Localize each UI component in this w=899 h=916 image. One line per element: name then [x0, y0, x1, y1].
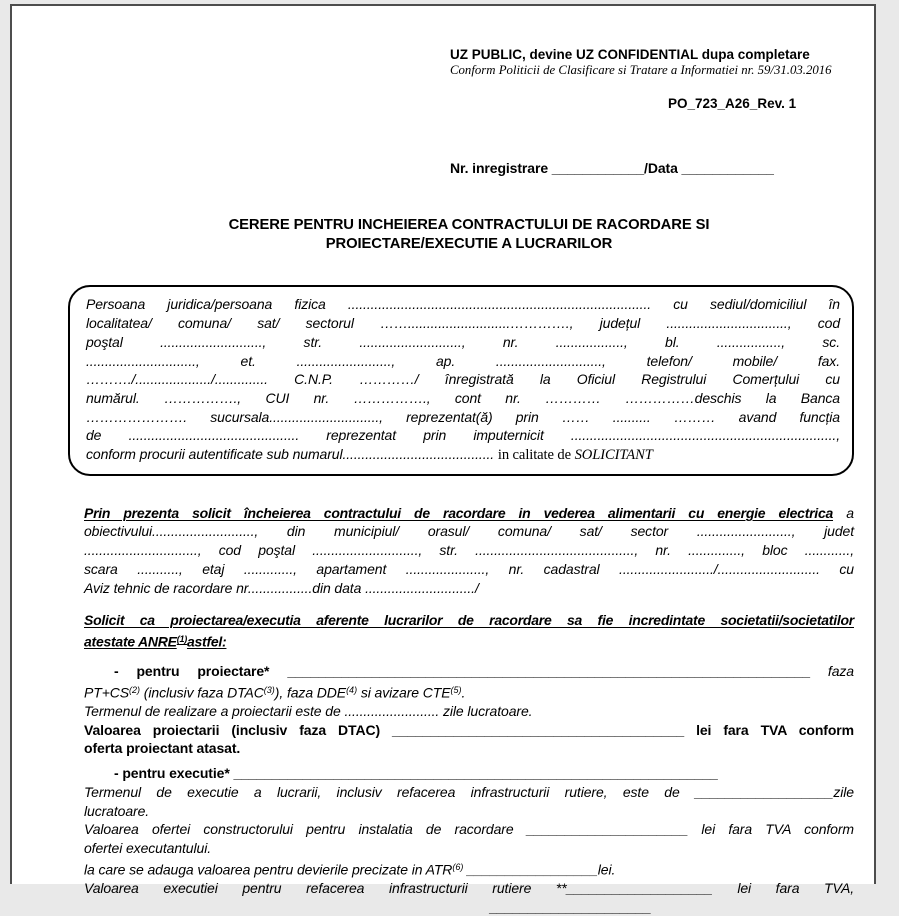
classification-header — [450, 47, 832, 78]
assignment-paragraph — [84, 611, 854, 651]
text-line: $PT+CS^{(2)}$ (inclusiv faza DTAC$^{(3)}$), faza DDE$^{(4)}$ si avizare CTE$^{(5)}$. — [84, 684, 466, 701]
identification-box — [68, 285, 854, 475]
document-page — [10, 4, 876, 915]
text-line: de ............................................. reprezentat prin imputernicit ......................................................................, — [86, 427, 840, 444]
text-line: lucratoare. — [84, 802, 150, 819]
execution-section — [84, 764, 854, 916]
text-line: Solicit ca proiectarea/executia aferente lucrarilor de racordare sa fie incredintate societatii/societatilor — [84, 612, 854, 629]
text-line: Termenul de executie a lucrarii, inclusiv refacerea infrastructurii rutiere, este de __________________zile — [84, 783, 854, 800]
text-line: numărul. ……………., CUI nr. ……………., cont nr. ………… ……………deschis la Banca — [86, 389, 840, 406]
text-line: Valoarea proiectarii (inclusiv faza DTAC) ______________________________________ lei fara TVA conform — [84, 721, 854, 738]
text-line: Valoarea executiei pentru refacerea infrastructurii rutiere **___________________ lei fara TVA, — [84, 879, 854, 896]
text-line: _____________________ — [490, 898, 652, 915]
design-section — [84, 662, 854, 758]
text-line: conform procurii autentificate sub numarul........................................ in calitate de SOLICITANT — [86, 446, 653, 464]
classification-title: UZ PUBLIC, devine UZ CONFIDENTIAL dupa completare — [450, 47, 810, 62]
text-line: Persoana juridica/persoana fizica ................................................................................ cu sediul/domiciliul în — [86, 296, 840, 313]
text-line: obiectivului..........................., din municipiul/ orasul/ comuna/ sat/ sector ........................., judet — [84, 523, 854, 540]
form-body — [84, 216, 854, 916]
registration-line: Nr. inregistrare ____________/Data ____________ — [450, 160, 774, 176]
policy-note: Conform Politicii de Clasificare si Tratare a Informatiei nr. 59/31.03.2016 — [450, 63, 832, 77]
text-line: - pentru proiectare* ____________________________________________________________________ faza — [114, 663, 854, 680]
text-line: Prin prezenta solicit încheierea contractului de racordare in vederea alimentarii cu energie electrica a — [84, 504, 854, 521]
request-paragraph — [84, 504, 854, 598]
text-line: …………………. sucursala............................., reprezentat(ă) prin …… .......... ……… avand funcția — [86, 408, 840, 425]
text-line: ………./..................../.............. C.N.P. …………/ înregistrată la Oficiul Registrului Comerțului cu — [86, 371, 840, 388]
text-line: - pentru executie* _______________________________________________________________ — [114, 765, 718, 782]
form-title-line1: CERERE PENTRU INCHEIEREA CONTRACTULUI DE RACORDARE SI — [228, 217, 710, 233]
text-line: .............................., cod poştal ............................, str. .........................................., nr. .............., bloc ............, — [84, 542, 854, 559]
form-title-line2: PROIECTARE/EXECUTIE A LUCRARILOR — [325, 235, 613, 252]
text-line: ............................., et. ........................., ap. ............................, telefon/ mobile/ fax. — [86, 352, 840, 369]
text-line: Termenul de realizare a proiectarii este de ......................... zile lucratoare. — [84, 703, 533, 720]
text-line: la care se adauga valoarea pentru devierile precizate in ATR$^{(6)}$ _________________lei. — [84, 861, 616, 878]
text-line: scara ..........., etaj ............., apartament ....................., nr. cadastral ........................./........................... cu — [84, 560, 854, 577]
doc-code: PO_723_A26_Rev. 1 — [668, 96, 797, 111]
text-line: atestate ANRE$^{(1)}$astfel: — [84, 633, 227, 650]
text-line: Valoarea ofertei constructorului pentru instalatia de racordare _____________________ lei fara TVA conform — [84, 821, 854, 838]
text-line: oferta proiectant atasat. — [84, 740, 241, 757]
text-line: ofertei executantului. — [84, 839, 211, 856]
text-line: poştal ..........................., str. ..........................., nr. .................., bl. ................., sc. — [86, 333, 840, 350]
text-line: localitatea/ comuna/ sat/ sectorul ……...........................…………., județul ................................, cod — [86, 315, 840, 332]
text-line: Aviz tehnic de racordare nr.................din data ............................./ — [84, 579, 479, 596]
form-title — [84, 216, 854, 253]
